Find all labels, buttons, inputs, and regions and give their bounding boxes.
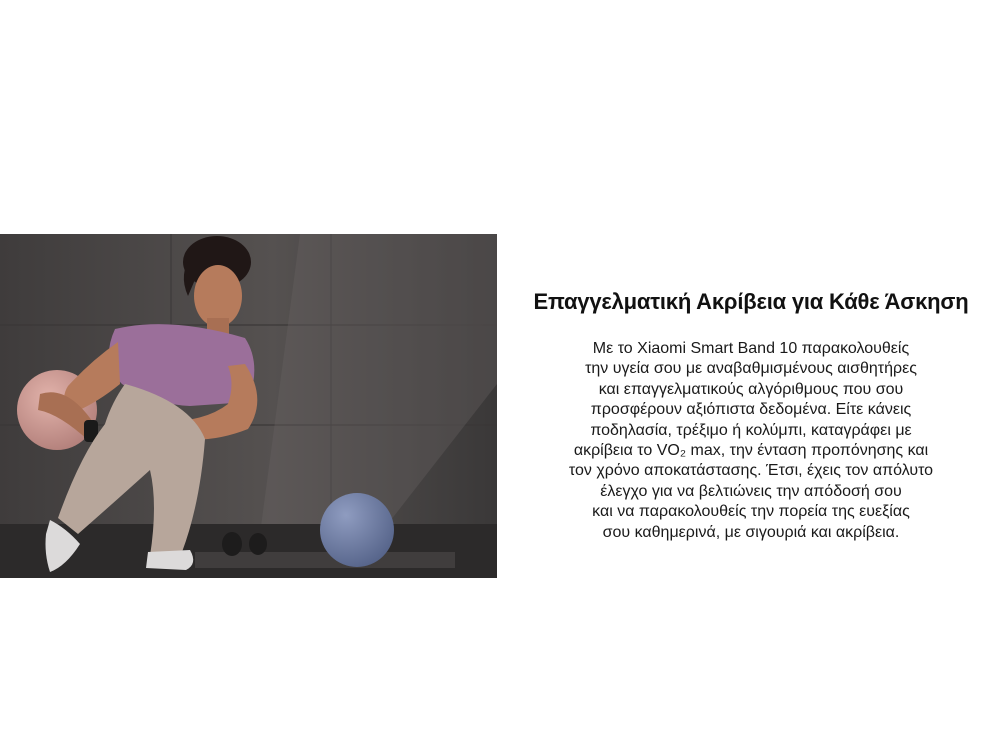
feature-text-block [505,287,997,543]
description-line: και να παρακολουθείς την πορεία της ευεξίας [592,503,910,521]
description-line: τον χρόνο αποκατάστασης. Έτσι, έχεις τον απόλυτο [568,462,934,480]
description-line: προσφέρουν αξιόπιστα δεδομένα. Είτε κάνεις [590,401,912,419]
sneaker [146,550,193,570]
kettlebell [249,533,267,555]
description-line: Με το Xiaomi Smart Band 10 παρακολουθείς [592,340,910,357]
feature-headline: Επαγγελματική Ακρίβεια για Κάθε Άσκηση [533,289,969,314]
feature-description [505,339,997,543]
description-line: σου καθημερινά, με σιγουριά και ακρίβεια. [602,523,900,541]
description-line: έλεγχο για να βελτιώνεις την απόδοσή σου [600,482,902,500]
face [194,265,242,327]
product-lifestyle-photo [0,234,497,578]
woman-workout-illustration [0,234,497,578]
blue-fitness-ball [320,493,394,567]
description-line: και επαγγελματικούς αλγόριθμους που σου [598,380,904,398]
description-line: ποδηλασία, τρέξιμο ή κολύμπι, καταγράφει με [590,421,912,439]
description-line: την υγεία σου με αναβαθμισμένους αισθητήρες [585,360,917,378]
description-line: ακρίβεια το VO₂ max, την ένταση προπόνησης και [573,442,929,460]
kettlebell [222,532,242,556]
